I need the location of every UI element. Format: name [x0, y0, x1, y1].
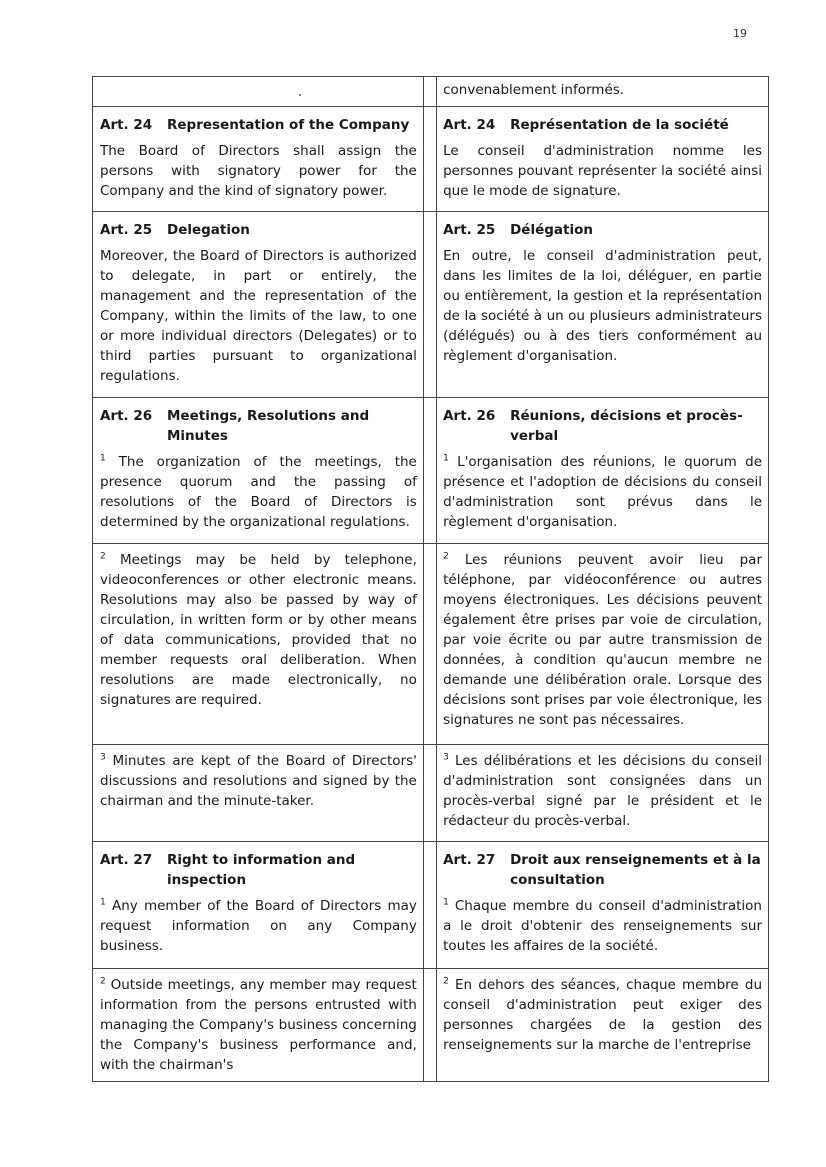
- paragraph-text: Les réunions peuvent avoir lieu par téléphone, par vidéoconférence ou autres moyens électroniques. Les décisions peuvent également être prises par voie de circulation, par voie écrite ou par autre transmission de données, à condition qu'aucun membre ne demande une délibération orale. Lorsque des décisions sont prises par voie électronique, les signatures ne sont pas nécessaires.: [443, 552, 762, 728]
- english-paragraph: Moreover, the Board of Directors is authorized to delegate, in part or entirely, the management and the representation of the Company, within the limits of the law, to one or more individual directors (Delegates) or to third parties pursuant to organizational regulations.: [100, 248, 417, 384]
- article-number: Art. 25: [100, 222, 153, 238]
- paragraph-text: Outside meetings, any member may request information from the persons entrusted with managing the Company's business concerning the Company's business performance and, with the chairman's: [100, 977, 417, 1073]
- paragraph-text: The organization of the meetings, the presence quorum and the passing of resolutions of the Board of Directors is determined by the organizational regulations.: [100, 454, 417, 530]
- french-cell: [437, 544, 769, 745]
- article-heading: [100, 115, 417, 135]
- article-number: Art. 26: [100, 408, 153, 424]
- paragraph-number: 1: [443, 453, 449, 464]
- article-heading: [443, 115, 762, 135]
- paragraph-text: Minutes are kept of the Board of Directors' discussions and resolutions and signed by the chairman and the minute-taker.: [100, 753, 417, 809]
- table-row: [93, 842, 769, 969]
- table-row: [93, 398, 769, 544]
- column-gap: [423, 544, 436, 745]
- french-paragraph: [443, 975, 762, 1055]
- article-number: Art. 27: [443, 852, 496, 868]
- paragraph-text: Les délibérations et les décisions du conseil d'administration sont consignées dans un procès-verbal signé par le président et le rédacteur du procès-verbal.: [443, 753, 762, 829]
- paragraph-number: 1: [443, 897, 449, 908]
- bilingual-articles-table: [92, 76, 769, 1082]
- column-gap: [423, 212, 436, 398]
- french-paragraph: Le conseil d'administration nomme les personnes pouvant représenter la société ainsi que le mode de signature.: [443, 143, 762, 199]
- column-gap: [423, 107, 436, 212]
- french-cell: [437, 212, 769, 398]
- paragraph-number: 2: [443, 551, 449, 562]
- english-paragraph: [100, 550, 417, 710]
- article-heading: [100, 406, 417, 446]
- article-title: Delegation: [167, 222, 250, 238]
- table-row: [93, 77, 769, 107]
- column-gap: [423, 969, 436, 1082]
- english-cell: [93, 842, 424, 969]
- french-paragraph: [443, 452, 762, 532]
- article-number: Art. 27: [100, 852, 153, 868]
- paragraph-number: 2: [100, 551, 106, 562]
- article-heading: [443, 406, 762, 446]
- article-title: Délégation: [510, 222, 593, 238]
- french-paragraph: [443, 896, 762, 956]
- paragraph-number: 1: [100, 453, 106, 464]
- english-cell: [93, 398, 424, 544]
- french-cell: [437, 745, 769, 842]
- article-heading: [443, 220, 762, 240]
- table-row: [93, 745, 769, 842]
- paragraph-text: En dehors des séances, chaque membre du conseil d'administration peut exiger des personnes chargées de la gestion des renseignements sur la marche de l'entreprise: [443, 977, 763, 1053]
- article-heading: [100, 850, 417, 890]
- table-row: [93, 969, 769, 1082]
- french-cell: [437, 842, 769, 969]
- english-cell: [93, 969, 424, 1082]
- paragraph-number: 2: [443, 976, 449, 987]
- french-cell: [437, 398, 769, 544]
- table-row: [93, 544, 769, 745]
- paragraph-number: 3: [100, 752, 106, 763]
- paragraph-text: Chaque membre du conseil d'administration a le droit d'obtenir des renseignements sur toutes les affaires de la société.: [443, 898, 762, 954]
- paragraph-number: 1: [100, 897, 106, 908]
- french-paragraph: En outre, le conseil d'administration peut, dans les limites de la loi, déléguer, en partie ou entièrement, la gestion et la représentation de la société à un ou plusieurs administrateurs (délégués) ou à des tiers conformément au règlement d'organisation.: [443, 248, 762, 364]
- english-paragraph: [100, 751, 417, 811]
- paragraph-text: Meetings may be held by telephone, videoconferences or other electronic means. Resolutions may also be passed by way of circulation, in written form or by other means of data communications, provided that no member requests oral deliberation. When resolutions are made electronically, no signatures are required.: [100, 552, 417, 708]
- english-cell: [93, 544, 424, 745]
- article-title: Réunions, décisions et procès-verbal: [510, 408, 743, 444]
- table-row: [93, 107, 769, 212]
- article-title: Right to information and inspection: [167, 852, 356, 888]
- article-number: Art. 24: [443, 117, 496, 133]
- english-cell: [93, 77, 424, 107]
- english-paragraph: [100, 452, 417, 532]
- english-cell: [93, 107, 424, 212]
- column-gap: [423, 398, 436, 544]
- french-cell: [437, 107, 769, 212]
- table-row: [93, 212, 769, 398]
- column-gap: [423, 745, 436, 842]
- article-number: Art. 26: [443, 408, 496, 424]
- article-title: Representation of the Company: [167, 117, 410, 133]
- article-number: Art. 24: [100, 117, 153, 133]
- paragraph-number: 2: [100, 976, 106, 987]
- english-paragraph: [100, 975, 417, 1075]
- english-paragraph: The Board of Directors shall assign the persons with signatory power for the Company and the kind of signatory power.: [100, 143, 417, 199]
- paragraph-text: Any member of the Board of Directors may request information on any Company business.: [100, 898, 417, 954]
- article-number: Art. 25: [443, 222, 496, 238]
- page-number: 19: [733, 27, 747, 40]
- paragraph-number: 3: [443, 752, 449, 763]
- column-gap: [423, 842, 436, 969]
- article-heading: [443, 850, 762, 890]
- article-title: Droit aux renseignements et à la consultation: [510, 852, 761, 888]
- column-gap: [423, 77, 436, 107]
- french-paragraph: [443, 751, 762, 831]
- french-cell: [437, 77, 769, 107]
- french-cell: [437, 969, 769, 1082]
- french-paragraph: [443, 550, 762, 730]
- paragraph-text: L'organisation des réunions, le quorum de présence et l'adoption de décisions du conseil d'administration sont prévus dans le règlement d'organisation.: [443, 454, 763, 530]
- article-title: Meetings, Resolutions and Minutes: [167, 408, 370, 444]
- english-cell: [93, 212, 424, 398]
- english-paragraph: [100, 896, 417, 956]
- english-cell: [93, 745, 424, 842]
- french-paragraph: convenablement informés.: [443, 82, 625, 98]
- article-title: Représentation de la société: [510, 117, 729, 133]
- article-heading: [100, 220, 417, 240]
